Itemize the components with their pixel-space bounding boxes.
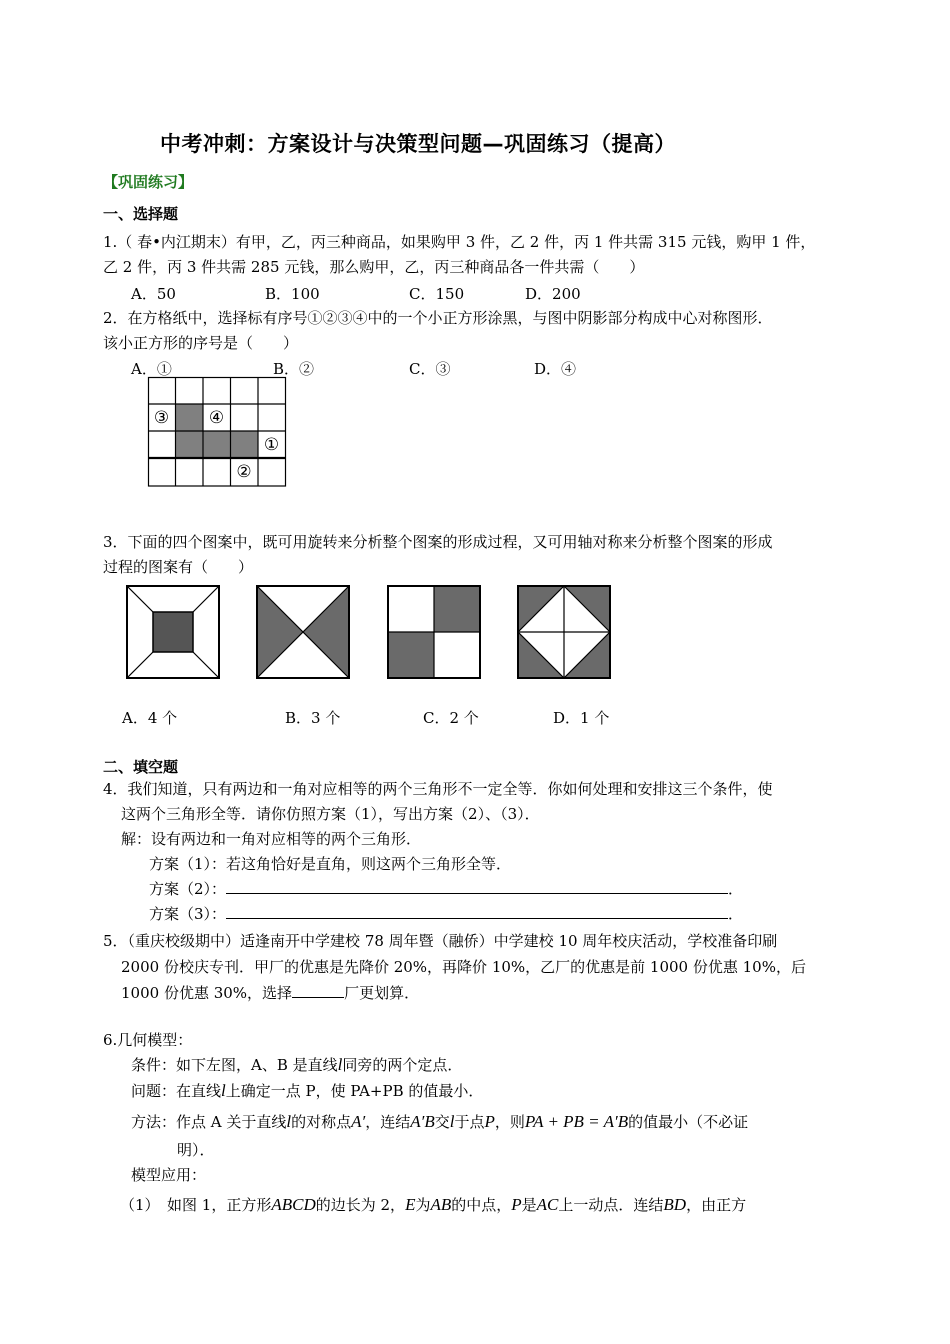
q6-problem	[131, 1079, 483, 1103]
q2-option-a: A．①	[131, 360, 172, 378]
grid-shaded-cell	[231, 431, 259, 458]
q6-condition-text-end: 同旁的两个定点．	[342, 1056, 463, 1074]
q6-method-text: 的对称点	[291, 1113, 352, 1131]
q5-line3-start: 1000 份优惠 30%，选择	[121, 984, 293, 1002]
q6-problem-text: 问题：在直线	[131, 1082, 222, 1100]
q6-app1-text: 是	[521, 1196, 537, 1214]
section-tag: 【巩固练习】	[103, 173, 194, 191]
q3-line2: 过程的图案有（ ）	[103, 558, 254, 576]
q3-line1: 3．下面的四个图案中，既可用旋转来分析整个图案的形成过程，又可用轴对称来分析整个图案的形成	[103, 533, 773, 551]
grid-label-4: ④	[208, 408, 225, 428]
q5-answer-blank[interactable]	[292, 981, 344, 998]
var-a-prime: A′	[351, 1112, 366, 1131]
grid-label-2: ②	[236, 462, 252, 482]
q3-pattern-2	[256, 585, 350, 679]
var-e: E	[405, 1195, 416, 1214]
q4-plan-3-blank[interactable]	[226, 902, 728, 919]
var-l: l	[449, 1112, 455, 1131]
var-l: l	[221, 1081, 226, 1100]
grid-shaded-cell	[176, 404, 204, 431]
q4-plan-3-period: ．	[728, 905, 744, 923]
q4-line1: 4．我们知道，只有两边和一角对应相等的两个三角形不一定全等．你如何处理和安排这三个条件，使	[103, 780, 773, 798]
grid-shaded-cell	[203, 431, 231, 458]
q6-method-cont: 明）．	[177, 1141, 215, 1159]
part2-heading: 二、填空题	[103, 758, 179, 776]
q1-option-d: D．200	[525, 285, 581, 303]
page-title: 中考冲刺：方案设计与决策型问题—巩固练习（提高）	[160, 132, 676, 156]
q4-plan-2-label: 方案（2）：	[149, 880, 227, 898]
q3-pattern-3	[387, 585, 481, 679]
q2-line2: 该小正方形的序号是（ ）	[103, 334, 299, 352]
q6-app1-text: （1） 如图 1，正方形	[120, 1196, 272, 1214]
q4-plan-2-blank[interactable]	[226, 877, 728, 894]
grid-shaded-cell	[176, 431, 204, 458]
q1-line1: 1.（ 春•内江期末）有甲，乙，丙三种商品，如果购甲 3 件，乙 2 件，丙 1 件共需 315 元钱，购甲 1 件，	[103, 233, 816, 251]
var-a-prime-b: A′B	[410, 1112, 435, 1131]
q3-option-b: B．3 个	[285, 709, 341, 727]
var-l: l	[286, 1112, 292, 1131]
q6-method-text: 的值最小（不必证	[628, 1113, 749, 1131]
q4-plan-3	[149, 902, 743, 926]
q5-line1: 5．（重庆校级期中）适逢南开中学建校 78 周年暨（融侨）中学建校 10 周年校庆活动，学校准备印刷	[103, 932, 778, 950]
q3-option-a: A．4 个	[122, 709, 178, 727]
q5-line2: 2000 份校庆专刊．甲厂的优惠是先降价 20%，再降价 10%，乙厂的优惠是前 1000 份优惠 10%，后	[121, 958, 806, 976]
q6-app1-text: 上一动点．连结	[558, 1196, 664, 1214]
q4-plan-2-period: ．	[728, 880, 744, 898]
grid-label-3: ③	[153, 408, 170, 428]
q5-line3	[121, 981, 419, 1005]
q6-method-text: ，则	[494, 1113, 525, 1131]
q3-pattern-1	[126, 585, 220, 679]
q3-option-c: C．2 个	[423, 709, 479, 727]
q6-method-text: 于点	[454, 1113, 485, 1131]
q4-solution-intro: 解：设有两边和一角对应相等的两个三角形．	[121, 830, 422, 848]
var-p: P	[484, 1112, 495, 1131]
q6-heading: 6.几何模型：	[103, 1031, 193, 1049]
q6-method	[131, 1110, 748, 1134]
q3-pattern-4	[517, 585, 611, 679]
q1-option-c: C．150	[409, 285, 465, 303]
q2-option-d: D．④	[534, 360, 577, 378]
q6-app1-text: 为	[415, 1196, 431, 1214]
equation-pa-pb: PA + PB = A′B	[524, 1112, 629, 1131]
q6-app1-text: ，由正方	[686, 1196, 747, 1214]
q6-app1-text: 的中点，	[451, 1196, 512, 1214]
q2-option-c: C．③	[409, 360, 451, 378]
q5-line3-end: 厂更划算．	[344, 984, 420, 1002]
q1-line2: 乙 2 件，丙 3 件共需 285 元钱，那么购甲，乙，丙三种商品各一件共需（ ）	[103, 258, 645, 276]
q4-plan-3-label: 方案（3）：	[149, 905, 227, 923]
q3-option-d: D．1 个	[553, 709, 610, 727]
q1-option-a: A．50	[131, 285, 176, 303]
var-bd: BD	[663, 1195, 687, 1214]
var-ac: AC	[536, 1195, 559, 1214]
q6-application-1	[120, 1193, 746, 1217]
q2-option-b: B．②	[273, 360, 315, 378]
q6-condition-text: 条件：如下左图，A、B 是直线	[131, 1056, 338, 1074]
q2-grid-figure	[148, 377, 286, 487]
q2-line1: 2．在方格纸中，选择标有序号①②③④中的一个小正方形涂黑，与图中阴影部分构成中心对称图形．	[103, 309, 773, 327]
q4-line2: 这两个三角形全等．请你仿照方案（1），写出方案（2）、（3）．	[121, 805, 540, 823]
grid-label-1: ①	[263, 435, 280, 455]
var-p: P	[511, 1195, 522, 1214]
q6-problem-text-end: 上确定一点 P，使 PA+PB 的值最小．	[225, 1082, 484, 1100]
var-abcd: ABCD	[271, 1195, 316, 1214]
q6-condition	[131, 1053, 462, 1077]
q6-application-heading: 模型应用：	[131, 1166, 207, 1184]
q1-option-b: B．100	[265, 285, 320, 303]
var-l: l	[337, 1055, 343, 1074]
var-ab: AB	[430, 1195, 452, 1214]
q4-plan-2	[149, 877, 743, 901]
q6-method-text: ，连结	[365, 1113, 411, 1131]
q6-method-text: 方法：作点 A 关于直线	[131, 1113, 287, 1131]
q4-plan-1: 方案（1）：若这角恰好是直角，则这两个三角形全等．	[149, 855, 512, 873]
q6-method-text: 交	[434, 1113, 450, 1131]
part1-heading: 一、选择题	[103, 205, 179, 223]
q6-app1-text: 的边长为 2，	[315, 1196, 406, 1214]
